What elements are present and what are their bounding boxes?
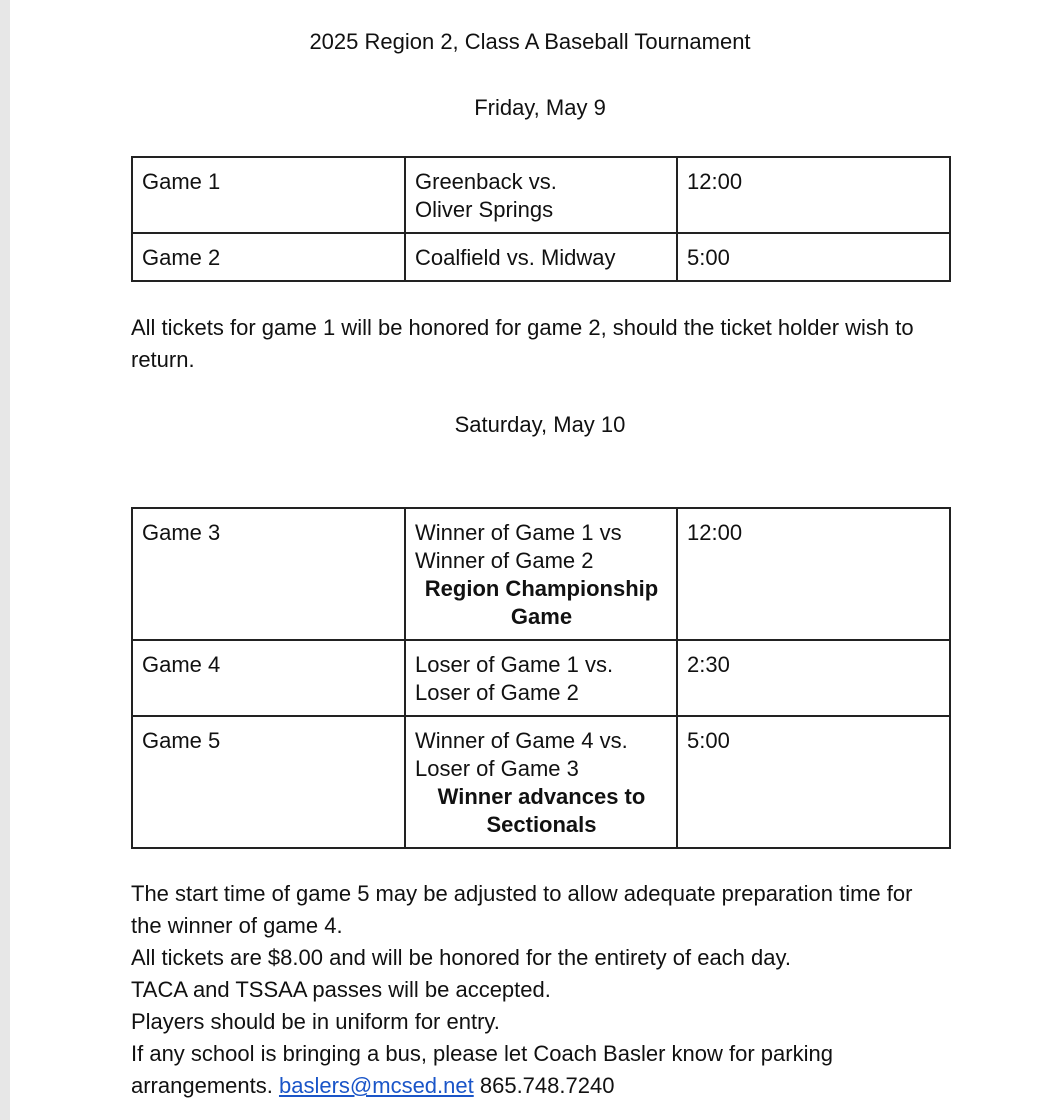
matchup-line: Loser of Game 1 vs. [415,652,614,677]
document-title: 2025 Region 2, Class A Baseball Tournament [309,29,751,54]
matchup-line: Coalfield vs. Midway [415,245,616,270]
footer-line: All tickets are $8.00 and will be honored for the entirety of each day. [131,945,791,970]
saturday-schedule-table [131,507,951,849]
email-link[interactable]: baslers@mcsed.net [278,1073,474,1098]
game-cell: Game 2 [132,233,405,281]
matchup-line: Oliver Springs [415,197,554,222]
time-cell: 12:00 [677,157,950,233]
phone-number: 865.748.7240 [479,1073,615,1098]
matchup-line: Loser of Game 3 [415,756,579,781]
matchup-line: Winner of Game 2 [415,548,594,573]
footer-line [131,1038,931,1102]
matchup-cell [405,233,677,281]
game-cell: Game 5 [132,716,405,848]
footer-line: The start time of game 5 may be adjusted to allow adequate preparation time for the winner of game 4. [131,881,913,938]
footer-line: TACA and TSSAA passes will be accepted. [131,977,551,1002]
table-row [132,233,950,281]
footer-notes [131,878,931,1102]
time-cell: 12:00 [677,508,950,640]
matchup-line: Greenback vs. [415,169,557,194]
matchup-cell [405,716,677,848]
bus-note: If any school is bringing a bus, please let Coach Basler know for parking arrangements. [131,1041,833,1098]
time-cell: 5:00 [677,716,950,848]
table-row [132,157,950,233]
table-row [132,640,950,716]
matchup-line: Winner of Game 1 vs [415,520,622,545]
matchup-cell [405,640,677,716]
game-cell: Game 1 [132,157,405,233]
day-heading-saturday: Saturday, May 10 [454,412,626,437]
time-cell: 5:00 [677,233,950,281]
matchup-cell [405,508,677,640]
day-heading-friday: Friday, May 9 [474,95,606,120]
matchup-cell [405,157,677,233]
game-note: Region Championship Game [424,576,659,629]
time-cell: 2:30 [677,640,950,716]
table-row [132,508,950,640]
table-row [132,716,950,848]
footer-line: Players should be in uniform for entry. [131,1009,500,1034]
game-cell: Game 4 [132,640,405,716]
matchup-line: Loser of Game 2 [415,680,579,705]
friday-ticket-note: All tickets for game 1 will be honored for game 2, should the ticket holder wish to return. [131,315,914,372]
friday-schedule-table [131,156,951,282]
matchup-line: Winner of Game 4 vs. [415,728,628,753]
game-note: Winner advances to Sectionals [437,784,646,837]
viewer-edge [0,0,10,1120]
game-cell: Game 3 [132,508,405,640]
